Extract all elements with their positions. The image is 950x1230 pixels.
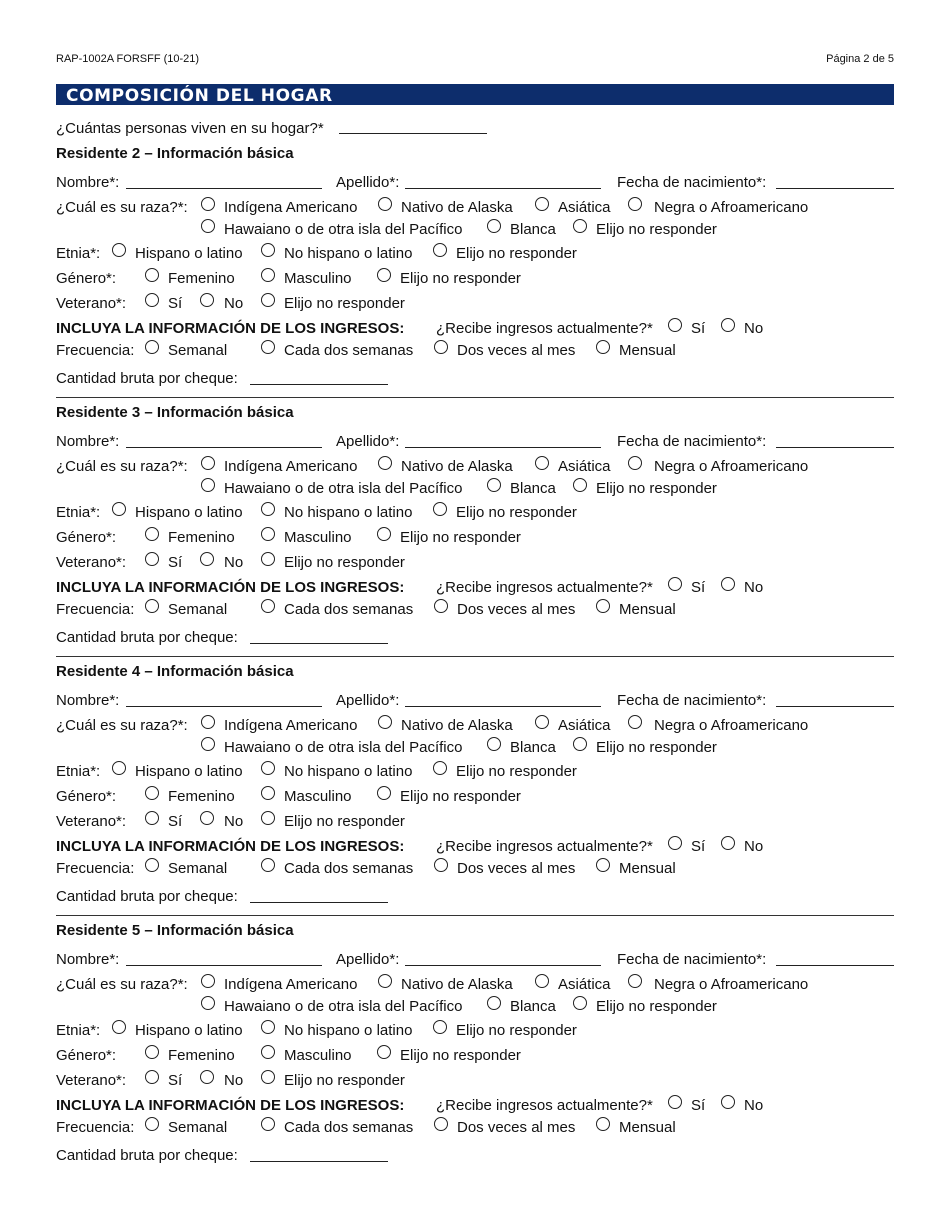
veterano-option-label: Elijo no responder: [284, 554, 405, 571]
etnia-option-label: No hispano o latino: [284, 245, 413, 262]
etnia-hispano-radio[interactable]: [112, 243, 126, 257]
frecuencia-semanal-radio[interactable]: [145, 1117, 159, 1131]
etnia-option-label: Elijo no responder: [456, 763, 577, 780]
veterano-option-label: Elijo no responder: [284, 1072, 405, 1089]
veterano-no-radio[interactable]: [200, 811, 214, 825]
ingresos-option-label: No: [744, 320, 764, 337]
raza-indigena-radio[interactable]: [201, 715, 215, 729]
raza-label: ¿Cuál es su raza?*:: [56, 458, 188, 475]
frecuencia-cada-dos-semanas-radio[interactable]: [261, 340, 275, 354]
raza-option-label: Hawaiano o de otra isla del Pacífico: [224, 739, 463, 756]
veterano-option-label: Sí: [168, 1072, 183, 1089]
frecuencia-option-label: Cada dos semanas: [284, 601, 414, 618]
genero-label: Género*:: [56, 529, 117, 546]
nombre-label: Nombre*:: [56, 951, 120, 968]
raza-hawaiano-radio[interactable]: [201, 996, 215, 1010]
raza-option-label: Asiática: [558, 976, 611, 993]
raza-negra-radio[interactable]: [628, 456, 642, 470]
genero-no-responder-radio[interactable]: [377, 527, 391, 541]
frecuencia-mensual-radio[interactable]: [596, 340, 610, 354]
veterano-no-radio[interactable]: [200, 1070, 214, 1084]
frecuencia-option-label: Cada dos semanas: [284, 1119, 414, 1136]
apellido-label: Apellido*:: [336, 692, 400, 709]
veterano-si-radio[interactable]: [145, 811, 159, 825]
frecuencia-label: Frecuencia:: [56, 860, 135, 877]
genero-option-label: Femenino: [168, 788, 235, 805]
ingresos-option-label: Sí: [691, 579, 706, 596]
frecuencia-option-label: Semanal: [168, 860, 228, 877]
ingresos-option-label: No: [744, 1097, 764, 1114]
apellido-label: Apellido*:: [336, 174, 400, 191]
frecuencia-dos-veces-radio[interactable]: [434, 858, 448, 872]
raza-option-label: Hawaiano o de otra isla del Pacífico: [224, 221, 463, 238]
veterano-no-responder-radio[interactable]: [261, 293, 275, 307]
raza-option-label: Negra o Afroamericano: [654, 976, 809, 993]
raza-label: ¿Cuál es su raza?*:: [56, 717, 188, 734]
frecuencia-label: Frecuencia:: [56, 601, 135, 618]
frecuencia-option-label: Dos veces al mes: [457, 860, 576, 877]
ingresos-no-radio[interactable]: [721, 577, 735, 591]
household-count-field[interactable]: [339, 133, 487, 134]
raza-option-label: Negra o Afroamericano: [654, 458, 809, 475]
etnia-option-label: Hispano o latino: [135, 504, 243, 521]
raza-option-label: Negra o Afroamericano: [654, 717, 809, 734]
resident-title: Residente 3 – Información básica: [56, 404, 294, 421]
raza-option-label: Hawaiano o de otra isla del Pacífico: [224, 998, 463, 1015]
etnia-option-label: No hispano o latino: [284, 763, 413, 780]
raza-asiatica-radio[interactable]: [535, 715, 549, 729]
raza-asiatica-radio[interactable]: [535, 197, 549, 211]
frecuencia-mensual-radio[interactable]: [596, 599, 610, 613]
veterano-si-radio[interactable]: [145, 293, 159, 307]
raza-option-label: Nativo de Alaska: [401, 199, 513, 216]
nombre-field[interactable]: [126, 447, 322, 448]
raza-negra-radio[interactable]: [628, 974, 642, 988]
raza-indigena-radio[interactable]: [201, 197, 215, 211]
frecuencia-option-label: Dos veces al mes: [457, 1119, 576, 1136]
frecuencia-option-label: Semanal: [168, 601, 228, 618]
nombre-label: Nombre*:: [56, 433, 120, 450]
apellido-field[interactable]: [405, 188, 601, 189]
raza-option-label: Elijo no responder: [596, 739, 717, 756]
frecuencia-semanal-radio[interactable]: [145, 858, 159, 872]
frecuencia-dos-veces-radio[interactable]: [434, 1117, 448, 1131]
frecuencia-option-label: Cada dos semanas: [284, 342, 414, 359]
raza-option-label: Nativo de Alaska: [401, 976, 513, 993]
frecuencia-label: Frecuencia:: [56, 1119, 135, 1136]
etnia-option-label: Elijo no responder: [456, 1022, 577, 1039]
ingresos-option-label: No: [744, 579, 764, 596]
genero-label: Género*:: [56, 270, 117, 287]
raza-nativo-alaska-radio[interactable]: [378, 197, 392, 211]
raza-option-label: Hawaiano o de otra isla del Pacífico: [224, 480, 463, 497]
raza-option-label: Negra o Afroamericano: [654, 199, 809, 216]
raza-hawaiano-radio[interactable]: [201, 478, 215, 492]
frecuencia-option-label: Mensual: [619, 342, 676, 359]
etnia-no-responder-radio[interactable]: [433, 1020, 447, 1034]
etnia-label: Etnia*:: [56, 245, 101, 262]
etnia-option-label: Elijo no responder: [456, 504, 577, 521]
frecuencia-cada-dos-semanas-radio[interactable]: [261, 1117, 275, 1131]
raza-blanca-radio[interactable]: [487, 219, 501, 233]
ingresos-si-radio[interactable]: [668, 836, 682, 850]
raza-negra-radio[interactable]: [628, 715, 642, 729]
etnia-hispano-radio[interactable]: [112, 502, 126, 516]
etnia-label: Etnia*:: [56, 763, 101, 780]
veterano-label: Veterano*:: [56, 554, 127, 571]
veterano-no-radio[interactable]: [200, 552, 214, 566]
frecuencia-label: Frecuencia:: [56, 342, 135, 359]
section-divider: [56, 656, 894, 657]
raza-no-responder-radio[interactable]: [573, 219, 587, 233]
ingresos-si-radio[interactable]: [668, 1095, 682, 1109]
genero-masculino-radio[interactable]: [261, 786, 275, 800]
veterano-no-responder-radio[interactable]: [261, 1070, 275, 1084]
nombre-label: Nombre*:: [56, 692, 120, 709]
raza-nativo-alaska-radio[interactable]: [378, 715, 392, 729]
frecuencia-option-label: Semanal: [168, 1119, 228, 1136]
veterano-label: Veterano*:: [56, 295, 127, 312]
raza-option-label: Elijo no responder: [596, 221, 717, 238]
fecha-label: Fecha de nacimiento*:: [617, 951, 767, 968]
resident-title: Residente 4 – Información básica: [56, 663, 294, 680]
genero-option-label: Masculino: [284, 1047, 352, 1064]
cantidad-field[interactable]: [250, 902, 388, 903]
genero-no-responder-radio[interactable]: [377, 268, 391, 282]
genero-option-label: Masculino: [284, 529, 352, 546]
veterano-option-label: Elijo no responder: [284, 295, 405, 312]
raza-indigena-radio[interactable]: [201, 456, 215, 470]
apellido-label: Apellido*:: [336, 951, 400, 968]
genero-femenino-radio[interactable]: [145, 268, 159, 282]
raza-nativo-alaska-radio[interactable]: [378, 456, 392, 470]
genero-option-label: Elijo no responder: [400, 1047, 521, 1064]
cantidad-field[interactable]: [250, 384, 388, 385]
frecuencia-option-label: Mensual: [619, 1119, 676, 1136]
genero-masculino-radio[interactable]: [261, 1045, 275, 1059]
veterano-no-responder-radio[interactable]: [261, 811, 275, 825]
genero-no-responder-radio[interactable]: [377, 1045, 391, 1059]
ingresos-heading: INCLUYA LA INFORMACIÓN DE LOS INGRESOS:: [56, 838, 405, 855]
raza-option-label: Nativo de Alaska: [401, 717, 513, 734]
apellido-field[interactable]: [405, 447, 601, 448]
frecuencia-mensual-radio[interactable]: [596, 1117, 610, 1131]
raza-negra-radio[interactable]: [628, 197, 642, 211]
page-number: Página 2 de 5: [826, 53, 894, 65]
nombre-field[interactable]: [126, 706, 322, 707]
frecuencia-cada-dos-semanas-radio[interactable]: [261, 599, 275, 613]
fecha-label: Fecha de nacimiento*:: [617, 433, 767, 450]
veterano-si-radio[interactable]: [145, 1070, 159, 1084]
cantidad-field[interactable]: [250, 1161, 388, 1162]
frecuencia-dos-veces-radio[interactable]: [434, 599, 448, 613]
genero-masculino-radio[interactable]: [261, 268, 275, 282]
raza-option-label: Indígena Americano: [224, 199, 358, 216]
ingresos-question: ¿Recibe ingresos actualmente?*: [436, 579, 653, 596]
ingresos-no-radio[interactable]: [721, 836, 735, 850]
frecuencia-cada-dos-semanas-radio[interactable]: [261, 858, 275, 872]
genero-femenino-radio[interactable]: [145, 1045, 159, 1059]
fecha-field[interactable]: [776, 706, 894, 707]
cantidad-label: Cantidad bruta por cheque:: [56, 629, 238, 646]
ingresos-heading: INCLUYA LA INFORMACIÓN DE LOS INGRESOS:: [56, 320, 405, 337]
raza-option-label: Elijo no responder: [596, 998, 717, 1015]
genero-femenino-radio[interactable]: [145, 786, 159, 800]
fecha-label: Fecha de nacimiento*:: [617, 174, 767, 191]
genero-femenino-radio[interactable]: [145, 527, 159, 541]
apellido-label: Apellido*:: [336, 433, 400, 450]
etnia-hispano-radio[interactable]: [112, 761, 126, 775]
genero-option-label: Femenino: [168, 529, 235, 546]
raza-option-label: Indígena Americano: [224, 976, 358, 993]
resident-4-section: [0, 664, 950, 924]
veterano-option-label: No: [224, 295, 244, 312]
genero-option-label: Elijo no responder: [400, 529, 521, 546]
etnia-option-label: Hispano o latino: [135, 1022, 243, 1039]
ingresos-si-radio[interactable]: [668, 318, 682, 332]
form-id: RAP-1002A FORSFF (10-21): [56, 53, 200, 65]
raza-indigena-radio[interactable]: [201, 974, 215, 988]
ingresos-no-radio[interactable]: [721, 1095, 735, 1109]
etnia-option-label: Hispano o latino: [135, 763, 243, 780]
ingresos-option-label: Sí: [691, 838, 706, 855]
genero-option-label: Elijo no responder: [400, 270, 521, 287]
genero-option-label: Masculino: [284, 788, 352, 805]
fecha-field[interactable]: [776, 447, 894, 448]
veterano-label: Veterano*:: [56, 813, 127, 830]
fecha-field[interactable]: [776, 188, 894, 189]
raza-option-label: Asiática: [558, 717, 611, 734]
resident-5-section: [0, 923, 950, 1183]
section-divider: [56, 397, 894, 398]
veterano-option-label: No: [224, 1072, 244, 1089]
raza-label: ¿Cuál es su raza?*:: [56, 976, 188, 993]
frecuencia-option-label: Dos veces al mes: [457, 601, 576, 618]
fecha-label: Fecha de nacimiento*:: [617, 692, 767, 709]
etnia-no-hispano-radio[interactable]: [261, 1020, 275, 1034]
raza-asiatica-radio[interactable]: [535, 974, 549, 988]
etnia-hispano-radio[interactable]: [112, 1020, 126, 1034]
genero-masculino-radio[interactable]: [261, 527, 275, 541]
apellido-field[interactable]: [405, 965, 601, 966]
raza-option-label: Blanca: [510, 739, 556, 756]
genero-option-label: Femenino: [168, 1047, 235, 1064]
raza-blanca-radio[interactable]: [487, 737, 501, 751]
cantidad-label: Cantidad bruta por cheque:: [56, 1147, 238, 1164]
resident-title: Residente 5 – Información básica: [56, 922, 294, 939]
genero-option-label: Masculino: [284, 270, 352, 287]
raza-option-label: Indígena Americano: [224, 458, 358, 475]
veterano-si-radio[interactable]: [145, 552, 159, 566]
veterano-label: Veterano*:: [56, 1072, 127, 1089]
raza-hawaiano-radio[interactable]: [201, 219, 215, 233]
raza-option-label: Asiática: [558, 199, 611, 216]
etnia-no-hispano-radio[interactable]: [261, 243, 275, 257]
veterano-option-label: No: [224, 813, 244, 830]
genero-no-responder-radio[interactable]: [377, 786, 391, 800]
genero-option-label: Femenino: [168, 270, 235, 287]
frecuencia-mensual-radio[interactable]: [596, 858, 610, 872]
etnia-no-responder-radio[interactable]: [433, 502, 447, 516]
etnia-option-label: Hispano o latino: [135, 245, 243, 262]
etnia-option-label: No hispano o latino: [284, 1022, 413, 1039]
section-divider: [56, 915, 894, 916]
veterano-option-label: No: [224, 554, 244, 571]
nombre-field[interactable]: [126, 965, 322, 966]
veterano-no-radio[interactable]: [200, 293, 214, 307]
ingresos-no-radio[interactable]: [721, 318, 735, 332]
cantidad-field[interactable]: [250, 643, 388, 644]
raza-hawaiano-radio[interactable]: [201, 737, 215, 751]
ingresos-option-label: Sí: [691, 1097, 706, 1114]
cantidad-label: Cantidad bruta por cheque:: [56, 370, 238, 387]
ingresos-option-label: Sí: [691, 320, 706, 337]
cantidad-label: Cantidad bruta por cheque:: [56, 888, 238, 905]
genero-option-label: Elijo no responder: [400, 788, 521, 805]
etnia-label: Etnia*:: [56, 1022, 101, 1039]
raza-option-label: Blanca: [510, 221, 556, 238]
raza-option-label: Indígena Americano: [224, 717, 358, 734]
raza-no-responder-radio[interactable]: [573, 737, 587, 751]
resident-title: Residente 2 – Información básica: [56, 145, 294, 162]
genero-label: Género*:: [56, 788, 117, 805]
raza-option-label: Blanca: [510, 480, 556, 497]
frecuencia-option-label: Semanal: [168, 342, 228, 359]
veterano-option-label: Elijo no responder: [284, 813, 405, 830]
ingresos-question: ¿Recibe ingresos actualmente?*: [436, 838, 653, 855]
etnia-no-responder-radio[interactable]: [433, 761, 447, 775]
frecuencia-option-label: Mensual: [619, 601, 676, 618]
frecuencia-dos-veces-radio[interactable]: [434, 340, 448, 354]
raza-no-responder-radio[interactable]: [573, 478, 587, 492]
raza-blanca-radio[interactable]: [487, 478, 501, 492]
frecuencia-semanal-radio[interactable]: [145, 340, 159, 354]
frecuencia-option-label: Cada dos semanas: [284, 860, 414, 877]
section-title: COMPOSICIÓN DEL HOGAR: [66, 86, 333, 106]
raza-nativo-alaska-radio[interactable]: [378, 974, 392, 988]
nombre-field[interactable]: [126, 188, 322, 189]
resident-2-section: [0, 146, 950, 406]
etnia-label: Etnia*:: [56, 504, 101, 521]
genero-label: Género*:: [56, 1047, 117, 1064]
nombre-label: Nombre*:: [56, 174, 120, 191]
raza-option-label: Elijo no responder: [596, 480, 717, 497]
ingresos-question: ¿Recibe ingresos actualmente?*: [436, 1097, 653, 1114]
raza-option-label: Asiática: [558, 458, 611, 475]
raza-label: ¿Cuál es su raza?*:: [56, 199, 188, 216]
veterano-option-label: Sí: [168, 554, 183, 571]
raza-option-label: Nativo de Alaska: [401, 458, 513, 475]
ingresos-option-label: No: [744, 838, 764, 855]
section-banner: [56, 84, 894, 105]
frecuencia-option-label: Mensual: [619, 860, 676, 877]
veterano-option-label: Sí: [168, 813, 183, 830]
household-question: ¿Cuántas personas viven en su hogar?*: [56, 120, 324, 137]
raza-option-label: Blanca: [510, 998, 556, 1015]
veterano-option-label: Sí: [168, 295, 183, 312]
veterano-no-responder-radio[interactable]: [261, 552, 275, 566]
raza-no-responder-radio[interactable]: [573, 996, 587, 1010]
raza-blanca-radio[interactable]: [487, 996, 501, 1010]
etnia-no-responder-radio[interactable]: [433, 243, 447, 257]
frecuencia-option-label: Dos veces al mes: [457, 342, 576, 359]
ingresos-question: ¿Recibe ingresos actualmente?*: [436, 320, 653, 337]
resident-3-section: [0, 405, 950, 665]
etnia-no-hispano-radio[interactable]: [261, 502, 275, 516]
etnia-option-label: Elijo no responder: [456, 245, 577, 262]
etnia-option-label: No hispano o latino: [284, 504, 413, 521]
ingresos-si-radio[interactable]: [668, 577, 682, 591]
raza-asiatica-radio[interactable]: [535, 456, 549, 470]
apellido-field[interactable]: [405, 706, 601, 707]
ingresos-heading: INCLUYA LA INFORMACIÓN DE LOS INGRESOS:: [56, 579, 405, 596]
fecha-field[interactable]: [776, 965, 894, 966]
ingresos-heading: INCLUYA LA INFORMACIÓN DE LOS INGRESOS:: [56, 1097, 405, 1114]
frecuencia-semanal-radio[interactable]: [145, 599, 159, 613]
etnia-no-hispano-radio[interactable]: [261, 761, 275, 775]
